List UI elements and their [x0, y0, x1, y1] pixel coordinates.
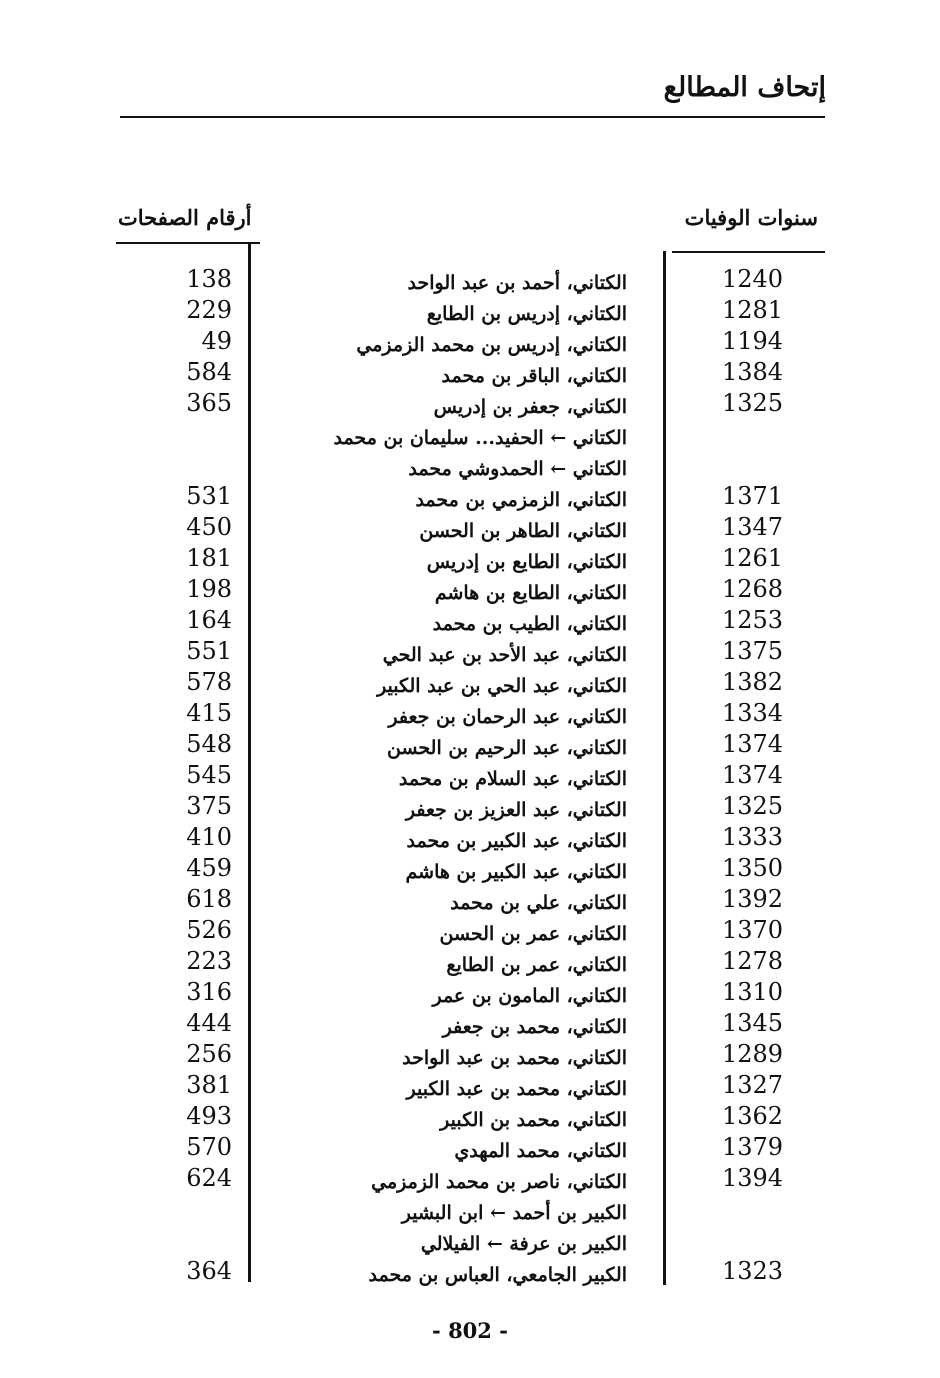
page-number-cell: 223 [186, 947, 232, 975]
page-number-cell: 584 [186, 358, 232, 386]
page-number-cell: 624 [186, 1164, 232, 1192]
index-row [0, 1132, 940, 1163]
index-row [0, 450, 940, 481]
index-row [0, 853, 940, 884]
page-number-cell: 570 [186, 1133, 232, 1161]
entry-name-cell: الكتاني، الطاهر بن الحسن [419, 520, 627, 542]
index-row [0, 822, 940, 853]
entry-name-cell: الكتاني، الباقر بن محمد [441, 365, 627, 387]
index-row [0, 1101, 940, 1132]
death-year-cell: 1327 [722, 1071, 784, 1099]
death-year-cell: 1374 [722, 730, 784, 758]
index-row [0, 264, 940, 295]
entry-name-cell: الكتاني، عبد الكبير بن هاشم [405, 861, 627, 883]
death-year-cell: 1278 [722, 947, 784, 975]
entry-name-cell: الكتاني، علي بن محمد [450, 892, 627, 914]
index-row [0, 574, 940, 605]
death-year-cell: 1261 [722, 544, 784, 572]
index-row [0, 357, 940, 388]
entry-name-cell: الكتاني، ناصر بن محمد الزمزمي [371, 1171, 627, 1193]
page-number-cell: 375 [186, 792, 232, 820]
page-number-cell: 381 [186, 1071, 232, 1099]
entry-name-cell: الكتاني، محمد المهدي [454, 1140, 627, 1162]
entry-name-cell: الكتاني، عبد الرحمان بن جعفر [388, 706, 627, 728]
index-row [0, 636, 940, 667]
entry-name-cell: الكتاني، عبد العزيز بن جعفر [405, 799, 627, 821]
entry-name-cell: الكتاني، عبد السلام بن محمد [398, 768, 627, 790]
entry-name-cell: الكتاني ← الحمدوشي محمد [408, 458, 627, 480]
death-year-cell: 1323 [722, 1257, 784, 1285]
death-year-cell: 1350 [722, 854, 784, 882]
death-year-cell: 1310 [722, 978, 784, 1006]
death-year-cell: 1268 [722, 575, 784, 603]
page-number-cell: 181 [186, 544, 232, 572]
death-year-cell: 1194 [722, 327, 784, 355]
index-row [0, 295, 940, 326]
page-number-cell: 364 [186, 1257, 232, 1285]
death-year-cell: 1371 [722, 482, 784, 510]
death-year-cell: 1253 [722, 606, 784, 634]
page-number-cell: 578 [186, 668, 232, 696]
death-year-cell: 1325 [722, 389, 784, 417]
death-year-cell: 1379 [722, 1133, 784, 1161]
death-year-cell: 1370 [722, 916, 784, 944]
death-year-cell: 1392 [722, 885, 784, 913]
page-number-cell: 229 [186, 296, 232, 324]
entry-name-cell: الكبير بن عرفة ← الفيلالي [420, 1233, 627, 1255]
page-number-cell: 256 [186, 1040, 232, 1068]
years-column-top-rule [672, 251, 825, 253]
index-table [0, 264, 940, 1287]
death-year-cell: 1289 [722, 1040, 784, 1068]
death-year-cell: 1384 [722, 358, 784, 386]
entry-name-cell: الكتاني، عمر بن الحسن [439, 923, 627, 945]
index-row [0, 512, 940, 543]
entry-name-cell: الكبير بن أحمد ← ابن البشير [401, 1202, 627, 1224]
index-row [0, 760, 940, 791]
index-row [0, 791, 940, 822]
page-number-cell: 138 [186, 265, 232, 293]
entry-name-cell: الكتاني، إدريس بن الطايع [426, 303, 627, 325]
column-header-pages: أرقام الصفحات [118, 205, 252, 230]
page-number-cell: 548 [186, 730, 232, 758]
index-row [0, 1070, 940, 1101]
entry-name-cell: الكتاني، عبد الحي بن عبد الكبير [377, 675, 627, 697]
death-year-cell: 1325 [722, 792, 784, 820]
index-row [0, 1256, 940, 1287]
index-row [0, 1039, 940, 1070]
page-number-cell: 551 [186, 637, 232, 665]
pages-column-top-rule [116, 242, 260, 244]
index-row [0, 419, 940, 450]
death-year-cell: 1334 [722, 699, 784, 727]
death-year-cell: 1281 [722, 296, 784, 324]
page-number-cell: 618 [186, 885, 232, 913]
page-number-cell: 49 [201, 327, 232, 355]
page-number-cell: 526 [186, 916, 232, 944]
index-row [0, 977, 940, 1008]
entry-name-cell: الكتاني، الطايع بن هاشم [434, 582, 627, 604]
entry-name-cell: الكتاني، إدريس بن محمد الزمزمي [356, 334, 627, 356]
page-number-cell: 450 [186, 513, 232, 541]
index-row [0, 1225, 940, 1256]
index-row [0, 946, 940, 977]
page-number-cell: 410 [186, 823, 232, 851]
entry-name-cell: الكتاني، أحمد بن عبد الواحد [407, 272, 627, 294]
index-row [0, 326, 940, 357]
death-year-cell: 1382 [722, 668, 784, 696]
index-row [0, 543, 940, 574]
death-year-cell: 1374 [722, 761, 784, 789]
page-number-cell: 531 [186, 482, 232, 510]
page-number-cell: 365 [186, 389, 232, 417]
index-row [0, 1008, 940, 1039]
page-number-cell: 198 [186, 575, 232, 603]
index-row [0, 481, 940, 512]
death-year-cell: 1333 [722, 823, 784, 851]
index-row [0, 884, 940, 915]
entry-name-cell: الكتاني، الطايع بن إدريس [426, 551, 627, 573]
page-number-cell: 415 [186, 699, 232, 727]
page-number-cell: 164 [186, 606, 232, 634]
entry-name-cell: الكتاني، عبد الكبير بن محمد [406, 830, 627, 852]
entry-name-cell: الكتاني، محمد بن الكبير [440, 1109, 627, 1131]
index-row [0, 667, 940, 698]
page-number-cell: 444 [186, 1009, 232, 1037]
death-year-cell: 1240 [722, 265, 784, 293]
entry-name-cell: الكتاني، عمر بن الطايع [446, 954, 627, 976]
death-year-cell: 1347 [722, 513, 784, 541]
death-year-cell: 1394 [722, 1164, 784, 1192]
column-header-years: سنوات الوفيات [684, 205, 818, 230]
entry-name-cell: الكتاني، الطيب بن محمد [432, 613, 627, 635]
index-row [0, 1194, 940, 1225]
index-row [0, 605, 940, 636]
entry-name-cell: الكتاني، عبد الأحد بن عبد الحي [382, 644, 627, 666]
entry-name-cell: الكتاني، محمد بن عبد الكبير [406, 1078, 627, 1100]
index-row [0, 729, 940, 760]
index-row [0, 698, 940, 729]
entry-name-cell: الكتاني، المامون بن عمر [432, 985, 627, 1007]
entry-name-cell: الكتاني، جعفر بن إدريس [433, 396, 627, 418]
page-number-cell: 316 [186, 978, 232, 1006]
index-row [0, 915, 940, 946]
entry-name-cell: الكتاني ← الحفيد... سليمان بن محمد [333, 427, 627, 449]
page-number-cell: 545 [186, 761, 232, 789]
page-number-cell: 459 [186, 854, 232, 882]
page-number: - 802 - [432, 1318, 508, 1343]
page-number-cell: 493 [186, 1102, 232, 1130]
entry-name-cell: الكتاني، محمد بن عبد الواحد [402, 1047, 627, 1069]
entry-name-cell: الكتاني، محمد بن جعفر [442, 1016, 627, 1038]
death-year-cell: 1345 [722, 1009, 784, 1037]
entry-name-cell: الكتاني، الزمزمي بن محمد [415, 489, 627, 511]
death-year-cell: 1375 [722, 637, 784, 665]
death-year-cell: 1362 [722, 1102, 784, 1130]
entry-name-cell: الكبير الجامعي، العباس بن محمد [368, 1264, 627, 1286]
running-header-title: إتحاف المطالع [663, 72, 826, 103]
index-row [0, 388, 940, 419]
header-rule [120, 116, 825, 118]
index-row [0, 1163, 940, 1194]
entry-name-cell: الكتاني، عبد الرحيم بن الحسن [386, 737, 627, 759]
